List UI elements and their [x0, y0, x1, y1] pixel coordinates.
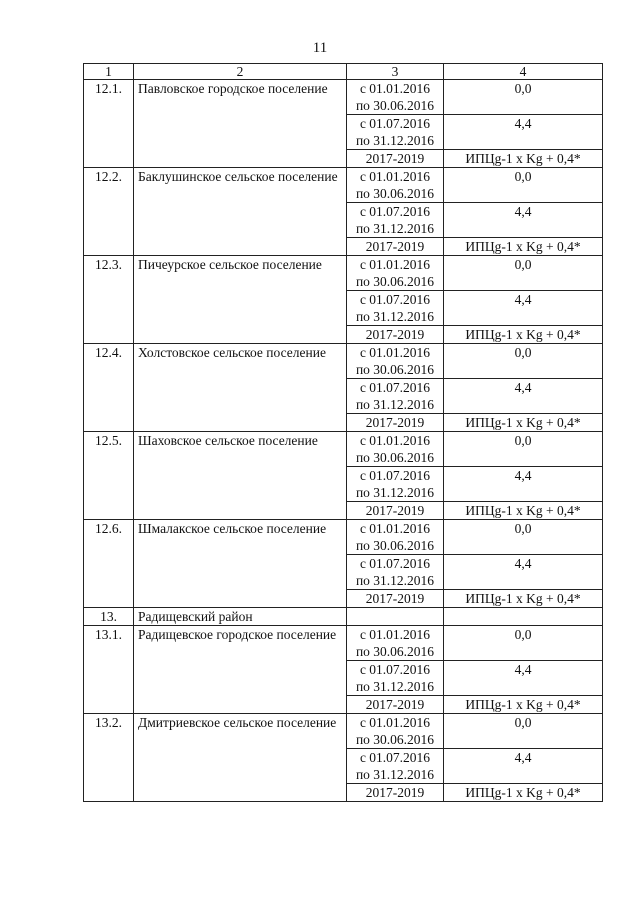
- period-cell: [347, 291, 444, 326]
- settlement-name: Павловское городское поселение: [134, 80, 347, 168]
- table-header-row: [84, 64, 603, 80]
- period-to: по 31.12.2016: [355, 485, 435, 500]
- row-number: 12.5.: [84, 432, 134, 520]
- rate-value: 4,4: [444, 115, 603, 150]
- years-cell: 2017-2019: [347, 502, 444, 520]
- rate-formula: ИПЦg-1 x Kg + 0,4*: [444, 238, 603, 256]
- rate-value: 4,4: [444, 467, 603, 502]
- table-row: [84, 626, 603, 661]
- settlement-name: Шмалакское сельское поселение: [134, 520, 347, 608]
- years-cell: 2017-2019: [347, 784, 444, 802]
- district-row: [84, 608, 603, 626]
- rate-formula: ИПЦg-1 x Kg + 0,4*: [444, 590, 603, 608]
- rate-value: 4,4: [444, 379, 603, 414]
- rate-value: 0,0: [444, 344, 603, 379]
- column-header: 3: [347, 64, 444, 80]
- period-from: с 01.01.2016: [359, 521, 431, 536]
- district-name: Радищевский район: [134, 608, 347, 626]
- settlement-name: Баклушинское сельское поселение: [134, 168, 347, 256]
- period-from: с 01.01.2016: [359, 627, 431, 642]
- period-to: по 31.12.2016: [355, 767, 435, 782]
- row-number: 12.3.: [84, 256, 134, 344]
- period-cell: [347, 749, 444, 784]
- empty-cell: [444, 608, 603, 626]
- period-to: по 30.06.2016: [355, 98, 435, 113]
- settlement-name: Шаховское сельское поселение: [134, 432, 347, 520]
- period-cell: [347, 520, 444, 555]
- period-from: с 01.07.2016: [359, 468, 431, 483]
- row-number: 12.2.: [84, 168, 134, 256]
- rate-formula: ИПЦg-1 x Kg + 0,4*: [444, 326, 603, 344]
- rate-formula: ИПЦg-1 x Kg + 0,4*: [444, 502, 603, 520]
- period-to: по 30.06.2016: [355, 538, 435, 553]
- period-from: с 01.01.2016: [359, 257, 431, 272]
- row-number: 13.1.: [84, 626, 134, 714]
- table-row: [84, 168, 603, 203]
- years-cell: 2017-2019: [347, 238, 444, 256]
- period-to: по 31.12.2016: [355, 309, 435, 324]
- period-from: с 01.07.2016: [359, 292, 431, 307]
- table-row: [84, 432, 603, 467]
- row-number: 12.6.: [84, 520, 134, 608]
- rate-formula: ИПЦg-1 x Kg + 0,4*: [444, 150, 603, 168]
- period-cell: [347, 115, 444, 150]
- period-cell: [347, 626, 444, 661]
- period-from: с 01.07.2016: [359, 204, 431, 219]
- years-cell: 2017-2019: [347, 326, 444, 344]
- period-to: по 30.06.2016: [355, 644, 435, 659]
- period-cell: [347, 555, 444, 590]
- rate-value: 0,0: [444, 626, 603, 661]
- rate-value: 0,0: [444, 80, 603, 115]
- column-header: 2: [134, 64, 347, 80]
- period-to: по 31.12.2016: [355, 573, 435, 588]
- period-cell: [347, 379, 444, 414]
- period-to: по 30.06.2016: [355, 732, 435, 747]
- period-from: с 01.07.2016: [359, 750, 431, 765]
- period-cell: [347, 661, 444, 696]
- table-row: [84, 80, 603, 115]
- rate-value: 4,4: [444, 749, 603, 784]
- period-to: по 31.12.2016: [355, 397, 435, 412]
- period-cell: [347, 432, 444, 467]
- period-from: с 01.07.2016: [359, 662, 431, 677]
- period-from: с 01.01.2016: [359, 345, 431, 360]
- row-number: 13.: [84, 608, 134, 626]
- rate-value: 0,0: [444, 432, 603, 467]
- period-cell: [347, 168, 444, 203]
- period-from: с 01.01.2016: [359, 433, 431, 448]
- years-cell: 2017-2019: [347, 414, 444, 432]
- period-to: по 30.06.2016: [355, 450, 435, 465]
- rate-value: 0,0: [444, 520, 603, 555]
- table-row: [84, 520, 603, 555]
- period-to: по 31.12.2016: [355, 133, 435, 148]
- settlement-name: Пичеурское сельское поселение: [134, 256, 347, 344]
- period-cell: [347, 714, 444, 749]
- period-from: с 01.07.2016: [359, 380, 431, 395]
- period-cell: [347, 344, 444, 379]
- rate-value: 0,0: [444, 256, 603, 291]
- column-header: 4: [444, 64, 603, 80]
- rate-formula: ИПЦg-1 x Kg + 0,4*: [444, 414, 603, 432]
- period-from: с 01.07.2016: [359, 556, 431, 571]
- rate-value: 0,0: [444, 714, 603, 749]
- empty-cell: [347, 608, 444, 626]
- period-from: с 01.01.2016: [359, 715, 431, 730]
- period-from: с 01.01.2016: [359, 81, 431, 96]
- period-to: по 30.06.2016: [355, 274, 435, 289]
- rate-value: 0,0: [444, 168, 603, 203]
- period-cell: [347, 80, 444, 115]
- years-cell: 2017-2019: [347, 590, 444, 608]
- period-from: с 01.01.2016: [359, 169, 431, 184]
- settlement-name: Дмитриевское сельское поселение: [134, 714, 347, 802]
- tariff-table: [83, 63, 603, 802]
- period-cell: [347, 203, 444, 238]
- row-number: 12.1.: [84, 80, 134, 168]
- table-row: [84, 256, 603, 291]
- years-cell: 2017-2019: [347, 696, 444, 714]
- years-cell: 2017-2019: [347, 150, 444, 168]
- settlement-name: Холстовское сельское поселение: [134, 344, 347, 432]
- table-row: [84, 344, 603, 379]
- period-cell: [347, 256, 444, 291]
- rate-value: 4,4: [444, 291, 603, 326]
- period-to: по 30.06.2016: [355, 186, 435, 201]
- row-number: 12.4.: [84, 344, 134, 432]
- period-to: по 31.12.2016: [355, 221, 435, 236]
- page-number: 11: [312, 40, 328, 56]
- rate-value: 4,4: [444, 203, 603, 238]
- column-header: 1: [84, 64, 134, 80]
- rate-value: 4,4: [444, 661, 603, 696]
- period-from: с 01.07.2016: [359, 116, 431, 131]
- period-to: по 31.12.2016: [355, 679, 435, 694]
- rate-value: 4,4: [444, 555, 603, 590]
- rate-formula: ИПЦg-1 x Kg + 0,4*: [444, 696, 603, 714]
- row-number: 13.2.: [84, 714, 134, 802]
- settlement-name: Радищевское городское поселение: [134, 626, 347, 714]
- period-to: по 30.06.2016: [355, 362, 435, 377]
- rate-formula: ИПЦg-1 x Kg + 0,4*: [444, 784, 603, 802]
- table-row: [84, 714, 603, 749]
- period-cell: [347, 467, 444, 502]
